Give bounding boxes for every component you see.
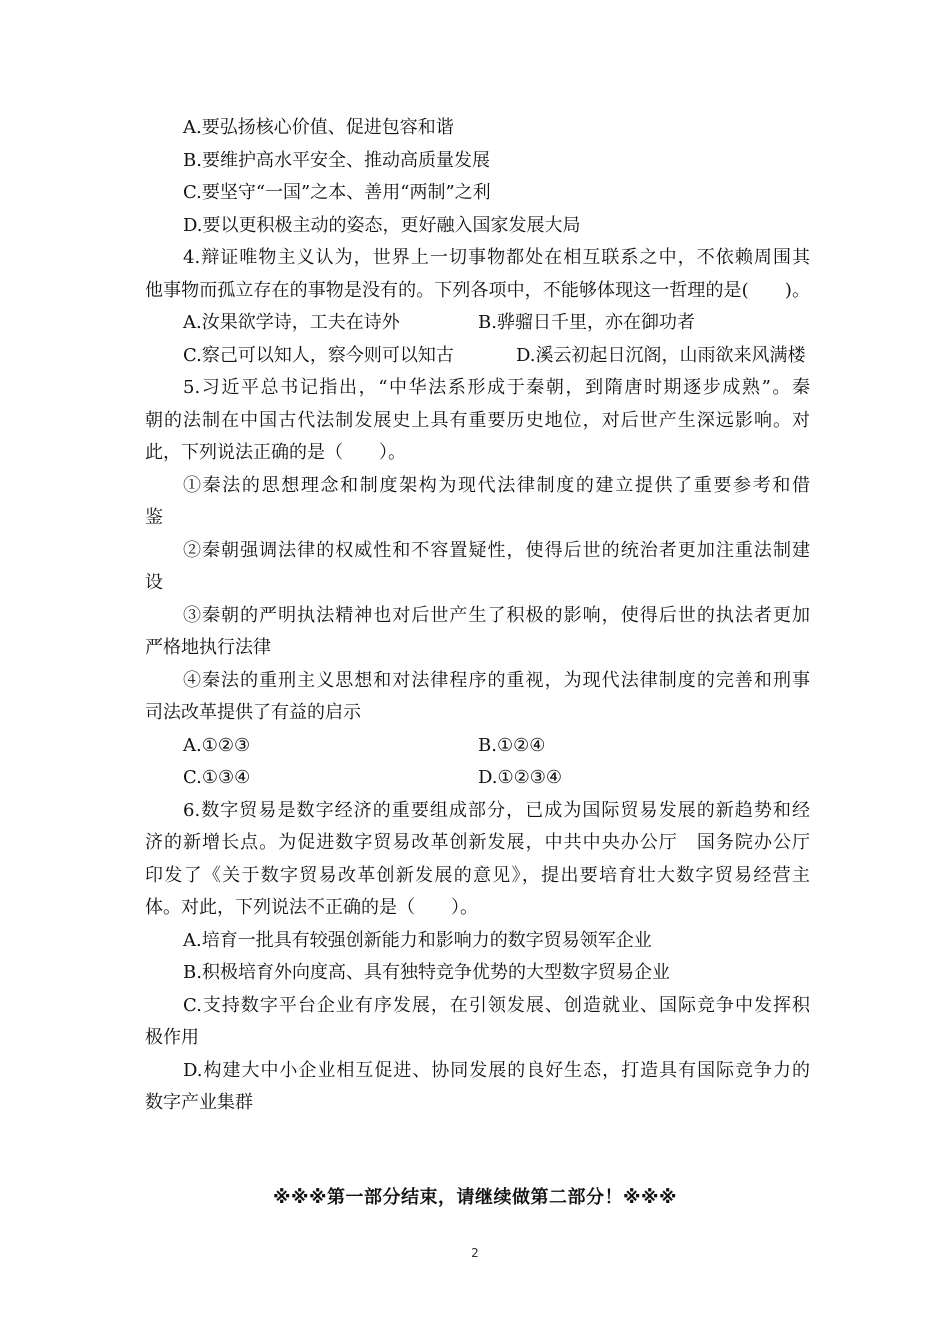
q5-statement-4-line-2: 司法改革提供了有益的启示 [145,702,361,723]
q6-option-d-line-1: D.构建大中小企业相互促进、协同发展的良好生态，打造具有国际竞争力的 [183,1059,810,1081]
q3-option-c: C.要坚守“一国”之本、善用“两制”之利 [183,182,491,203]
q4-option-a: A.汝果欲学诗，工夫在诗外 [183,312,400,333]
q6-stem-line-1: 6.数字贸易是数字经济的重要组成部分，已成为国际贸易发展的新趋势和经 [183,799,810,821]
q4-options-row-1 [145,307,810,340]
page-number: 2 [471,1246,479,1260]
q4-option-c: C.察己可以知人，察今则可以知古 [183,344,454,366]
q5-statement-2-line-2: 设 [145,572,163,593]
q6-option-d-line-2: 数字产业集群 [145,1092,253,1113]
q5-statement-3-line-1: ③秦朝的严明执法精神也对后世产生了积极的影响，使得后世的执法者更加 [183,604,810,626]
q5-statement-1-line-2: 鉴 [145,507,163,528]
q6-option-a: A.培育一批具有较强创新能力和影响力的数字贸易领军企业 [183,929,652,951]
q4-options-row-2 [145,340,810,373]
q3-option-a: A.要弘扬核心价值、促进包容和谐 [183,117,454,138]
q4-stem-line-2: 他事物而孤立存在的事物是没有的。下列各项中，不能够体现这一哲理的是( )。 [145,279,810,301]
q5-options-row-2 [145,762,810,795]
q6-stem-line-4: 体。对此，下列说法不正确的是（ ）。 [145,897,478,918]
q5-option-b: B.①②④ [478,734,546,756]
q6-stem-line-2: 济的新增长点。为促进数字贸易改革创新发展，中共中央办公厅 国务院办公厅 [145,832,810,853]
q5-stem-line-3: 此，下列说法正确的是（ ）。 [145,442,406,463]
q5-stem-line-1: 5.习近平总书记指出，“中华法系形成于秦朝，到隋唐时期逐步成熟”。秦 [183,377,810,398]
q4-option-b: B.骅骝日千里，亦在御功者 [478,312,695,333]
q5-option-a: A.①②③ [183,734,251,756]
q5-statement-1-line-1: ①秦法的思想理念和制度架构为现代法律制度的建立提供了重要参考和借 [183,474,810,496]
section-end-banner: ※※※第一部分结束，请继续做第二部分！※※※ [273,1187,677,1208]
q6-stem-line-3: 印发了《关于数字贸易改革创新发展的意见》，提出要培育壮大数字贸易经营主 [145,864,810,886]
q5-statement-3-line-2: 严格地执行法律 [145,637,271,658]
q5-options-row-1 [145,730,810,763]
q6-option-c-line-2: 极作用 [145,1027,199,1048]
q6-option-c-line-1: C.支持数字平台企业有序发展，在引领发展、创造就业、国际竞争中发挥积 [183,994,810,1016]
q6-option-b: B.积极培育外向度高、具有独特竞争优势的大型数字贸易企业 [183,962,670,983]
q3-option-b: B.要维护高水平安全、推动高质量发展 [183,149,490,171]
q5-option-c: C.①③④ [183,767,251,788]
q5-statement-2-line-1: ②秦朝强调法律的权威性和不容置疑性，使得后世的统治者更加注重法制建 [183,539,810,561]
q5-stem-line-2: 朝的法制在中国古代法制发展史上具有重要历史地位，对后世产生深远影响。对 [145,409,810,431]
exam-page-body [145,112,810,1120]
q4-option-d: D.溪云初起日沉阁，山雨欲来风满楼 [516,344,806,366]
q3-option-d: D.要以更积极主动的姿态，更好融入国家发展大局 [183,214,581,236]
q5-statement-4-line-1: ④秦法的重刑主义思想和对法律程序的重视，为现代法律制度的完善和刑事 [183,669,810,691]
q5-option-d: D.①②③④ [478,767,563,788]
q4-stem-line-1: 4.辩证唯物主义认为，世界上一切事物都处在相互联系之中，不依赖周围其 [183,247,810,268]
